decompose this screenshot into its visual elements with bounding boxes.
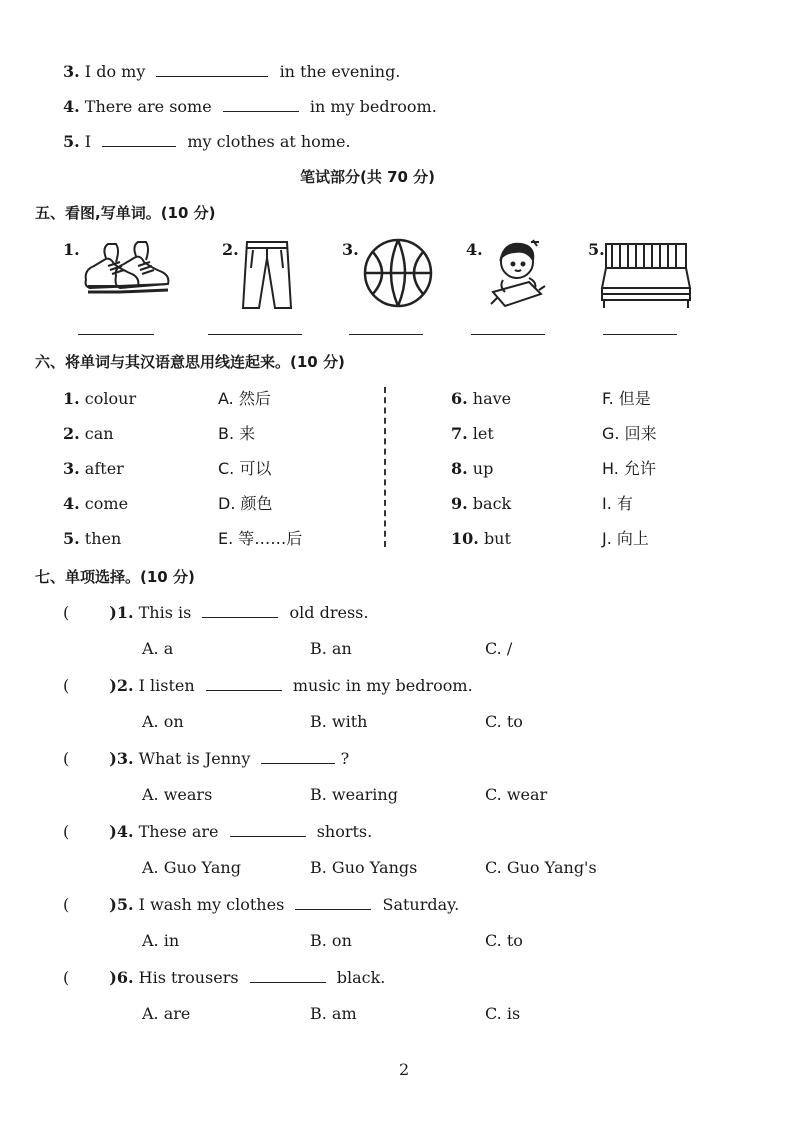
word-number: 3. [63,459,80,478]
answer-blank[interactable] [156,62,268,77]
question-text: my clothes at home. [187,132,351,151]
question-text: music in my bedroom. [292,676,473,695]
question-text: I [84,132,92,151]
word-number: 2. [63,424,80,443]
answer-blank[interactable] [102,132,176,147]
answer-line[interactable] [349,334,423,335]
mcq-option[interactable]: A. a [142,639,174,658]
question-number: )5. [109,895,134,914]
word-number: 4. [63,494,80,513]
mcq-question [63,749,349,769]
mcq-option[interactable]: B. an [310,639,352,658]
word-number: 7. [451,424,468,443]
question-number: )3. [109,749,134,768]
answer-blank[interactable] [206,676,282,691]
question-text: This is [138,603,192,622]
question-text: His trousers [138,968,239,987]
answer-blank[interactable] [295,895,371,910]
trousers-icon [237,238,297,310]
answer-line[interactable] [78,334,154,335]
match-meaning[interactable]: F. 但是 [602,389,651,408]
answer-bracket[interactable]: ( [63,895,70,914]
match-word[interactable] [63,529,121,549]
word-number: 8. [451,459,468,478]
section7-title: 七、单项选择。(10 分) [35,568,195,586]
question-text: ? [340,749,350,768]
mcq-option[interactable]: A. wears [142,785,213,804]
word-number: 6. [451,389,468,408]
word-number: 1. [63,389,80,408]
mcq-option[interactable]: B. am [310,1004,357,1023]
mcq-option[interactable]: A. in [142,931,180,950]
answer-blank[interactable] [250,968,326,983]
word-text: come [84,494,129,513]
match-meaning[interactable]: H. 允许 [602,459,656,478]
question-number: )4. [109,822,134,841]
mcq-option[interactable]: C. wear [485,785,548,804]
answer-line[interactable] [471,334,545,335]
listening-q3 [63,62,400,82]
picture-number: 1. [63,240,80,259]
question-number: 4. [63,97,80,116]
question-number: 5. [63,132,80,151]
answer-bracket[interactable]: ( [63,968,70,987]
dashed-divider [384,387,386,547]
bed-icon [600,238,692,310]
question-number: )6. [109,968,134,987]
question-text: I wash my clothes [138,895,285,914]
section5-title: 五、看图,写单词。(10 分) [35,204,216,222]
word-text: colour [84,389,137,408]
match-meaning[interactable]: I. 有 [602,494,633,513]
mcq-option[interactable]: C. to [485,931,523,950]
answer-blank[interactable] [230,822,306,837]
match-word[interactable] [63,424,114,444]
basketball-icon [362,237,434,309]
mcq-question [63,895,459,915]
mcq-option[interactable]: C. / [485,639,513,658]
section6-title: 六、将单词与其汉语意思用线连起来。(10 分) [35,353,345,371]
question-text: in the evening. [279,62,401,81]
answer-bracket[interactable]: ( [63,676,70,695]
match-meaning[interactable]: G. 回来 [602,424,657,443]
listening-q5 [63,132,351,152]
question-text: Saturday. [382,895,460,914]
match-word[interactable] [451,389,511,409]
match-meaning[interactable]: J. 向上 [602,529,649,548]
question-text: black. [336,968,386,987]
match-meaning[interactable]: E. 等……后 [218,529,303,548]
mcq-option[interactable]: A. Guo Yang [142,858,241,877]
mcq-option[interactable]: B. Guo Yangs [310,858,418,877]
mcq-option[interactable]: B. on [310,931,352,950]
match-word[interactable] [451,494,511,514]
match-meaning[interactable]: A. 然后 [218,389,271,408]
question-number: )1. [109,603,134,622]
mcq-question [63,603,368,623]
question-text: There are some [84,97,212,116]
match-word[interactable] [451,459,493,479]
word-text: but [483,529,511,548]
word-text: back [472,494,512,513]
question-text: shorts. [316,822,373,841]
mcq-question [63,968,385,988]
answer-blank[interactable] [202,603,278,618]
match-word[interactable] [451,424,494,444]
mcq-question [63,676,473,696]
picture-number: 3. [342,240,359,259]
answer-bracket[interactable]: ( [63,822,70,841]
word-number: 9. [451,494,468,513]
mcq-option[interactable]: A. on [142,712,184,731]
question-text: These are [138,822,219,841]
question-text: I do my [84,62,146,81]
question-text: old dress. [289,603,369,622]
match-meaning[interactable]: C. 可以 [218,459,272,478]
answer-blank[interactable] [223,97,299,112]
match-word[interactable] [63,389,136,409]
mcq-option[interactable]: A. are [142,1004,191,1023]
word-text: up [472,459,494,478]
picture-number: 5. [588,240,605,259]
match-meaning[interactable]: D. 颜色 [218,494,273,513]
answer-line[interactable] [603,334,677,335]
word-number: 5. [63,529,80,548]
word-text: let [472,424,494,443]
word-text: then [84,529,122,548]
question-text: I listen [138,676,195,695]
answer-bracket[interactable]: ( [63,603,70,622]
match-word[interactable] [63,494,128,514]
shoes-icon [80,236,170,300]
listening-q4 [63,97,437,117]
question-text: in my bedroom. [309,97,437,116]
written-part-title: 笔试部分(共 70 分) [300,168,436,186]
page-number: 2 [399,1060,410,1079]
mcq-option[interactable]: B. with [310,712,368,731]
match-word[interactable] [63,459,124,479]
mcq-option[interactable]: B. wearing [310,785,398,804]
question-text: What is Jenny [138,749,251,768]
answer-line[interactable] [208,334,302,335]
picture-number: 4. [466,240,483,259]
mcq-option[interactable]: C. is [485,1004,521,1023]
boy-writing-icon [483,236,555,310]
mcq-option[interactable]: C. to [485,712,523,731]
word-text: after [84,459,124,478]
answer-bracket[interactable]: ( [63,749,70,768]
answer-blank[interactable] [261,749,335,764]
picture-number: 2. [222,240,239,259]
mcq-question [63,822,372,842]
question-number: 3. [63,62,80,81]
word-text: have [472,389,512,408]
word-number: 10. [451,529,479,548]
word-text: can [84,424,114,443]
match-meaning[interactable]: B. 来 [218,424,256,443]
match-word[interactable] [451,529,511,549]
mcq-option[interactable]: C. Guo Yang's [485,858,597,877]
question-number: )2. [109,676,134,695]
